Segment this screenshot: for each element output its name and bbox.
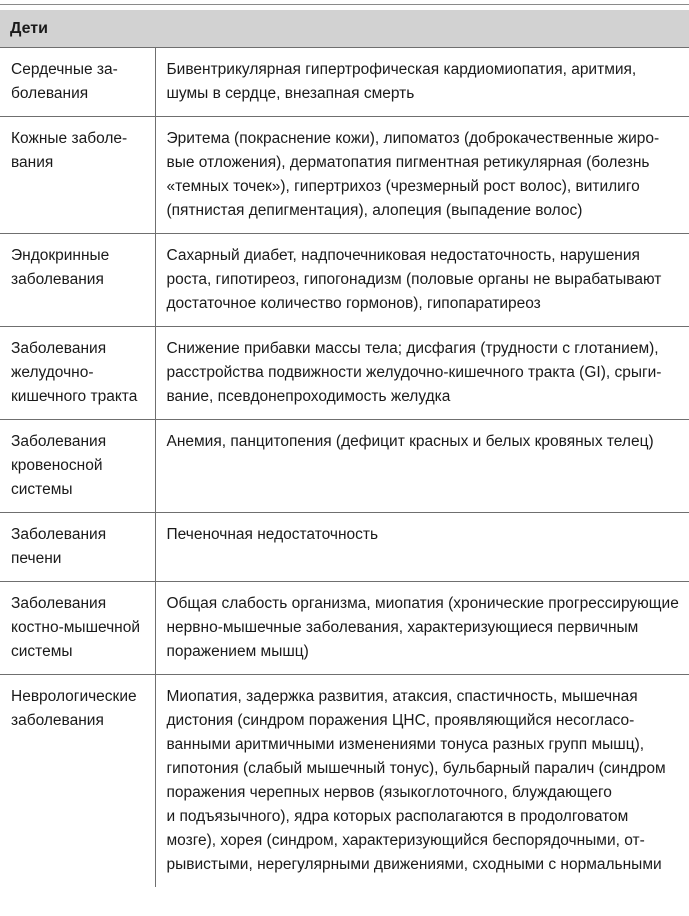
category-text: Заболевания кровеносной системы [11,433,107,498]
description-text: Бивентрикулярная гипертрофическая кардиомиопатия, аритмия, шумы в сердце, внезапная смерть [166,61,637,102]
table-header: Дети [0,10,689,48]
category-cell [0,327,155,420]
table-row [0,513,689,582]
category-cell [0,48,155,117]
category-cell [0,234,155,327]
description-cell [155,48,689,117]
description-cell [155,582,689,675]
table-row [0,327,689,420]
description-cell [155,675,689,888]
description-cell [155,327,689,420]
top-rule [0,4,689,5]
disease-table [0,10,689,887]
category-cell [0,675,155,888]
category-text: Сердечные за- болевания [11,61,118,102]
category-text: Заболевания печени [11,526,107,567]
description-cell [155,420,689,513]
category-text: Неврологические заболевания [11,688,137,729]
category-cell [0,420,155,513]
table-header-row [0,10,689,48]
description-cell [155,117,689,234]
table-row [0,420,689,513]
description-text: Миопатия, задержка развития, атаксия, спастичность, мышечная дистония (синдром поражения ЦНС, проявляющийся несогласо- ванными аритмичными изменениями тонуса разных групп мышц), гипотония (слабый мышечный тонус), бульбарный паралич (синдром поражения черепных нервов (языкоглоточного, блуждающего и подъязычного), ядра которых располагаются в продолговатом мозге), хорея (синдром, характеризующийся беспорядочными, от- рывистыми, нерегулярными движениями, сходными с нормальными [166,688,666,873]
description-text: Сахарный диабет, надпочечниковая недостаточность, нарушения роста, гипотиреоз, гипогонадизм (половые органы не вырабатывают достаточное количество гормонов), гипопаратиреоз [166,247,662,312]
category-cell [0,513,155,582]
description-cell [155,234,689,327]
table-row [0,234,689,327]
category-cell [0,582,155,675]
category-text: Заболевания костно-мышечной системы [11,595,141,660]
description-text: Снижение прибавки массы тела; дисфагия (трудности с глотанием), расстройства подвижности желудочно-кишечного тракта (GI), срыги- вание, псевдонепроходимость желудка [166,340,662,405]
category-text: Кожные заболе- вания [11,130,128,171]
category-cell [0,117,155,234]
category-text: Заболевания желудочно- кишечного тракта [11,340,138,405]
description-text: Эритема (покраснение кожи), липоматоз (доброкачественные жиро- вые отложения), дерматопатия пигментная ретикулярная (болезнь «темных точек»), гипертрихоз (чрезмерный рост волос), витилиго (пятнистая депигментация), алопеция (выпадение волос) [166,130,660,219]
table-row [0,675,689,888]
description-cell [155,513,689,582]
description-text: Анемия, панцитопения (дефицит красных и белых кровяных телец) [166,433,654,450]
table-row [0,117,689,234]
table-row [0,48,689,117]
table-row [0,582,689,675]
description-text: Печеночная недостаточность [166,526,379,543]
category-text: Эндокринные заболевания [11,247,110,288]
description-text: Общая слабость организма, миопатия (хронические прогрессирующие нервно-мышечные заболевания, характеризующиеся первичным поражением мышц) [166,595,679,660]
